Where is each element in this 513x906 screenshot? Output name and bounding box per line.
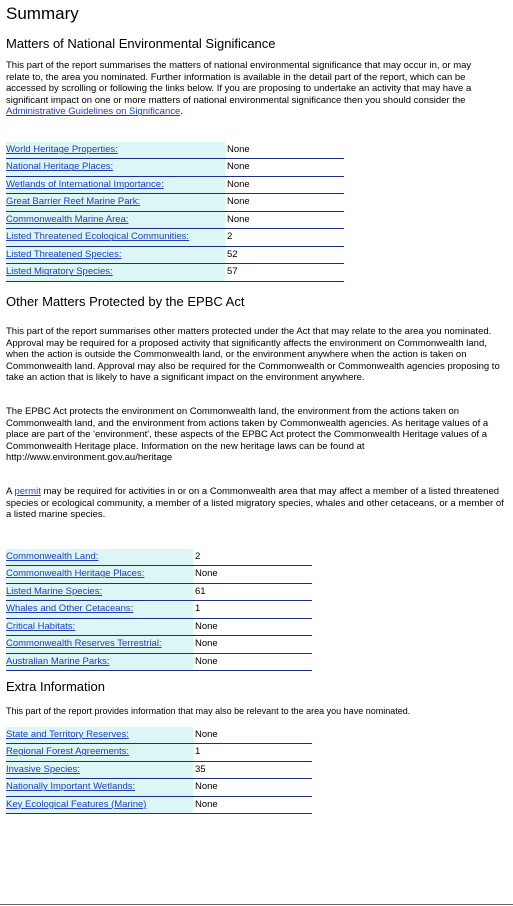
epbc-value: 2 (195, 550, 201, 562)
epbc-link[interactable]: Commonwealth Heritage Places: (6, 568, 145, 580)
mnes-label-cell (6, 211, 225, 229)
epbc-label-cell (6, 549, 193, 566)
epbc-para1-line: Approval may be required for a proposed activity that significantly affects the environment on Commonwealth land, (6, 337, 487, 349)
mnes-value: None (227, 161, 250, 173)
epbc-label-cell (6, 583, 193, 601)
epbc-value: None (195, 568, 218, 580)
permit-link[interactable]: permit (14, 485, 41, 497)
extra-value: None (195, 781, 218, 793)
epbc-paragraph-3 (6, 486, 513, 521)
epbc-row (6, 583, 312, 601)
extra-row (6, 744, 312, 762)
epbc-row (6, 549, 312, 566)
extra-paragraph: This part of the report provides information that may also be relevant to the area you have nominated. (6, 706, 411, 717)
extra-link[interactable]: State and Territory Reserves: (6, 728, 129, 740)
mnes-value: 57 (227, 266, 238, 278)
mnes-para-last-line: Administrative Guidelines on Significance. (6, 106, 183, 118)
mnes-link[interactable]: Great Barrier Reef Marine Park: (6, 196, 141, 208)
mnes-paragraph (6, 60, 513, 118)
page-bottom-border (0, 904, 513, 905)
mnes-row (6, 246, 344, 264)
epbc-link[interactable]: Australian Marine Parks: (6, 655, 110, 667)
epbc-para1-line: Commonwealth land. Approval may also be required for the Commonwealth or Commonwealth agencies proposing to (6, 360, 500, 372)
mnes-label-cell (6, 229, 225, 247)
mnes-row (6, 264, 344, 282)
epbc-label-cell (6, 653, 193, 671)
extra-table (6, 727, 312, 815)
extra-row (6, 761, 312, 779)
epbc-label-cell (6, 566, 193, 584)
epbc-heading: Other Matters Protected by the EPBC Act (6, 293, 245, 309)
extra-heading: Extra Information (6, 679, 105, 695)
epbc-label-cell (6, 618, 193, 636)
epbc-para1-line: take an action that is likely to have a significant impact on the environment anywhere. (6, 372, 365, 384)
mnes-label-cell (6, 264, 225, 282)
mnes-para-line: relate to, the area you nominated. Further information is available in the detail part of the report, which can be (6, 71, 466, 83)
epbc-value: 1 (195, 603, 201, 615)
mnes-value: None (227, 196, 250, 208)
epbc-para2-line: place are part of the 'environment', these aspects of the EPBC Act protect the Commonwealth Heritage values of a (6, 429, 487, 441)
epbc-table (6, 549, 312, 672)
epbc-value: None (195, 638, 218, 650)
mnes-label-cell (6, 194, 225, 212)
mnes-link[interactable]: Listed Migratory Species: (6, 266, 113, 278)
extra-label-cell (6, 761, 193, 779)
mnes-heading: Matters of National Environmental Significance (6, 36, 276, 51)
mnes-para-line: accessed by scrolling or following the links below. If you are proposing to undertake an activity that may have a (6, 83, 472, 95)
epbc-para3-line (6, 486, 513, 498)
extra-value: 35 (195, 763, 206, 775)
epbc-row (6, 566, 312, 584)
para3-prefix: A (6, 485, 15, 497)
mnes-row (6, 159, 344, 177)
mnes-value: None (227, 213, 250, 225)
mnes-link[interactable]: Listed Threatened Ecological Communities: (6, 231, 190, 243)
epbc-row (6, 618, 312, 636)
epbc-link[interactable]: Whales and Other Cetaceans: (6, 603, 134, 615)
mnes-link[interactable]: Listed Threatened Species: (6, 248, 122, 260)
epbc-para3-line: a listed marine species. (6, 509, 106, 521)
mnes-label-cell (6, 246, 225, 264)
epbc-row (6, 653, 312, 671)
mnes-row (6, 194, 344, 212)
epbc-value: None (195, 655, 218, 667)
epbc-link[interactable]: Commonwealth Land: (6, 550, 99, 562)
page-title: Summary (6, 4, 79, 23)
mnes-link[interactable]: Wetlands of International Importance: (6, 178, 164, 190)
mnes-row (6, 176, 344, 194)
report-summary (6, 0, 513, 814)
mnes-link[interactable]: National Heritage Places: (6, 161, 114, 173)
extra-value: None (195, 798, 218, 810)
mnes-value: 2 (227, 231, 233, 243)
para3-rest: may be required for activities in or on a Commonwealth area that may affect a member of a listed threatened (40, 485, 500, 497)
epbc-para1-line: This part of the report summarises other matters protected under the Act that may relate to the area you nominated. (6, 325, 492, 337)
mnes-row (6, 142, 344, 159)
extra-link[interactable]: Invasive Species: (6, 763, 80, 775)
epbc-link[interactable]: Listed Marine Species: (6, 585, 103, 597)
mnes-table (6, 142, 344, 282)
epbc-label-cell (6, 601, 193, 619)
epbc-link[interactable]: Commonwealth Reserves Terrestrial: (6, 638, 162, 650)
extra-label-cell (6, 727, 193, 744)
mnes-link[interactable]: World Heritage Properties: (6, 143, 118, 155)
mnes-row (6, 229, 344, 247)
epbc-link[interactable]: Critical Habitats: (6, 620, 76, 632)
epbc-para1-line: when the action is outside the Commonwealth land, or the environment anywhere when the action is taken on (6, 349, 467, 361)
mnes-row (6, 211, 344, 229)
mnes-value: None (227, 143, 250, 155)
epbc-paragraph-1 (6, 326, 513, 384)
extra-row (6, 727, 312, 744)
extra-value: 1 (195, 746, 201, 758)
mnes-para-line: significant impact on one or more matters of national environmental significance then you should consider the (6, 94, 466, 106)
mnes-para-line: This part of the report summarises the matters of national environmental significance that may occur in, or may (6, 60, 472, 71)
extra-link[interactable]: Regional Forest Agreements: (6, 746, 130, 758)
epbc-row (6, 636, 312, 654)
mnes-value: 52 (227, 248, 238, 260)
heritage-url: http://www.environment.gov.au/heritage (6, 452, 173, 464)
extra-row (6, 796, 312, 814)
mnes-label-cell (6, 176, 225, 194)
epbc-para3-line: species or ecological community, a member of a listed migratory species, whales and other cetaceans, or a member of (6, 497, 504, 509)
epbc-value: None (195, 620, 218, 632)
mnes-link[interactable]: Commonwealth Marine Area: (6, 213, 129, 225)
mnes-label-cell (6, 142, 225, 159)
epbc-value: 61 (195, 585, 206, 597)
extra-label-cell (6, 779, 193, 797)
extra-label-cell (6, 796, 193, 814)
mnes-label-cell (6, 159, 225, 177)
extra-link[interactable]: Key Ecological Features (Marine) (6, 798, 147, 810)
extra-label-cell (6, 744, 193, 762)
epbc-row (6, 601, 312, 619)
epbc-para2-line: Commonwealth Heritage place. Information on the new heritage laws can be found at (6, 440, 365, 452)
epbc-para2-line: Commonwealth land, and the environment from actions taken by Commonwealth agencies. As heritage values of a (6, 417, 489, 429)
mnes-value: None (227, 178, 250, 190)
epbc-para2-line: The EPBC Act protects the environment on Commonwealth land, the environment from the actions taken on (6, 405, 460, 417)
epbc-label-cell (6, 636, 193, 654)
extra-value: None (195, 728, 218, 740)
extra-link[interactable]: Nationally Important Wetlands: (6, 781, 136, 793)
epbc-paragraph-2 (6, 406, 513, 464)
guidelines-link[interactable]: Administrative Guidelines on Significance (6, 106, 181, 118)
extra-row (6, 779, 312, 797)
